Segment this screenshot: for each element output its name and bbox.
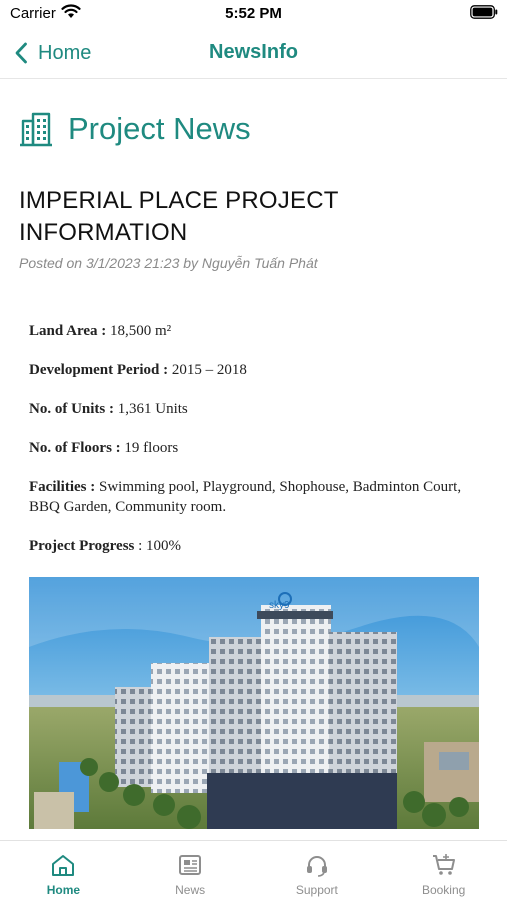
- tab-home-label: Home: [46, 883, 81, 897]
- tab-news-label: News: [175, 883, 206, 897]
- carrier-label: Carrier: [10, 5, 56, 22]
- building-icon: [18, 111, 54, 147]
- section-title: Project News: [68, 111, 251, 146]
- fact-units: No. of Units : 1,361 Units: [29, 401, 188, 417]
- tab-booking[interactable]: [380, 841, 507, 901]
- building-sign: sky9: [269, 600, 290, 611]
- tab-support[interactable]: [254, 841, 381, 901]
- tab-news[interactable]: [127, 841, 254, 901]
- news-icon: [177, 853, 203, 877]
- back-label: Home: [38, 41, 92, 64]
- tab-home[interactable]: [0, 841, 127, 901]
- fact-floors: No. of Floors : 19 floors: [29, 440, 179, 456]
- headset-icon: [304, 853, 330, 877]
- article-meta: Posted on 3/1/2023 21:23 by Nguyễn Tuấn Phát: [19, 255, 318, 271]
- fact-progress: Project Progress : 100%: [29, 538, 182, 554]
- fact-land-area: Land Area : 18,500 m²: [29, 323, 172, 339]
- tab-booking-label: Booking: [421, 883, 466, 897]
- article-body: [29, 321, 479, 575]
- battery-icon: [470, 5, 498, 24]
- nav-bar: [0, 28, 507, 79]
- project-photo: [29, 577, 479, 829]
- status-bar: [0, 0, 507, 28]
- section-header: [18, 111, 251, 147]
- cart-icon: [431, 853, 457, 877]
- tab-support-label: Support: [295, 883, 338, 897]
- article-title: IMPERIAL PLACE PROJECT INFORMATION: [19, 187, 339, 246]
- home-icon: [50, 853, 76, 877]
- status-time: 5:52 PM: [225, 5, 282, 22]
- article-content[interactable]: [0, 79, 507, 840]
- nav-title: NewsInfo: [209, 41, 298, 63]
- fact-facilities: Facilities : Swimming pool, Playground, Shophouse, Badminton Court, BBQ Garden, Community room.: [29, 479, 462, 515]
- fact-development-period: Development Period : 2015 – 2018: [29, 362, 247, 378]
- tab-bar: [0, 840, 507, 901]
